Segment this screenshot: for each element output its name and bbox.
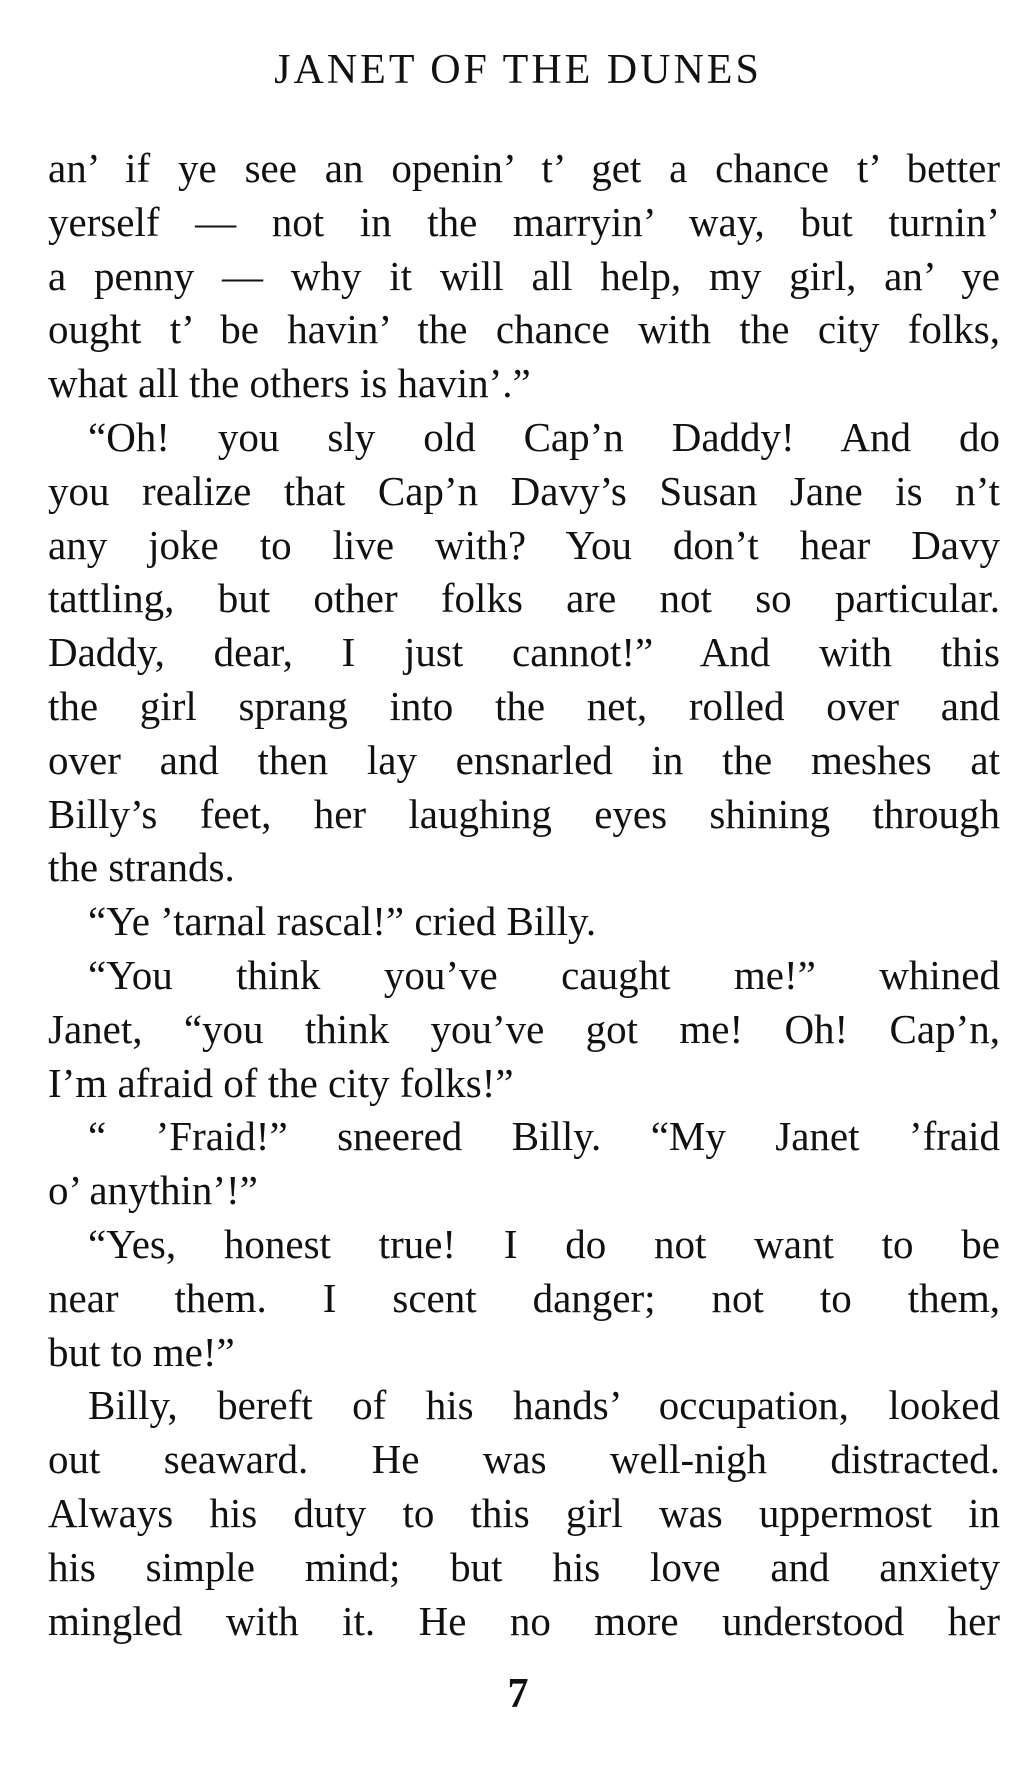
text-line: Daddy, dear, I just cannot!” And with this — [48, 629, 1000, 676]
text-line: I’m afraid of the city folks!” — [48, 1059, 514, 1106]
paragraph — [48, 895, 1000, 949]
text-line: Janet, “you think you’ve got me! Oh! Cap’n, — [48, 1005, 1000, 1052]
paragraph — [48, 949, 1000, 1110]
text-line: but to me!” — [48, 1328, 235, 1375]
text-line: a penny — why it will all help, my girl, an’ ye — [48, 252, 1000, 299]
paragraph — [48, 142, 1000, 411]
text-line: Billy’s feet, her laughing eyes shining through — [48, 790, 1000, 837]
text-line: out seaward. He was well-nigh distracted. — [48, 1436, 1000, 1483]
text-line: o’ anythin’!” — [48, 1167, 258, 1214]
text-line: his simple mind; but his love and anxiety — [48, 1543, 1000, 1590]
text-line: “Yes, honest true! I do not want to be — [88, 1220, 1000, 1267]
text-line: tattling, but other folks are not so particular. — [48, 575, 1000, 622]
text-line: the girl sprang into the net, rolled over and — [48, 682, 1000, 729]
text-line: mingled with it. He no more understood her — [48, 1597, 1000, 1644]
text-line: “ ’Fraid!” sneered Billy. “My Janet ’fraid — [88, 1113, 1000, 1160]
text-line: an’ if ye see an openin’ t’ get a chance t’ better — [48, 145, 1000, 191]
text-line: over and then lay ensnarled in the meshes at — [48, 736, 1000, 783]
paragraph — [48, 411, 1000, 895]
text-line: you realize that Cap’n Davy’s Susan Jane is n’t — [48, 467, 1000, 514]
running-head: JANET OF THE DUNES — [274, 47, 762, 93]
paragraph — [48, 1218, 1000, 1379]
text-line: what all the others is havin’.” — [48, 360, 531, 407]
text-line: Always his duty to this girl was uppermost in — [48, 1489, 1000, 1536]
text-line: yerself — not in the marryin’ way, but turnin’ — [48, 198, 1000, 245]
page-number: 7 — [507, 1671, 529, 1717]
text-line: “Ye ’tarnal rascal!” cried Billy. — [88, 898, 597, 945]
text-line: near them. I scent danger; not to them, — [48, 1274, 1000, 1321]
text-line: “Oh! you sly old Cap’n Daddy! And do — [88, 413, 1000, 460]
paragraph — [48, 1379, 1000, 1648]
text-line: ought t’ be havin’ the chance with the city folks, — [48, 306, 1000, 353]
text-line: the strands. — [48, 844, 235, 891]
text-line: any joke to live with? You don’t hear Davy — [48, 521, 1000, 568]
paragraph — [48, 1110, 1000, 1218]
text-line: Billy, bereft of his hands’ occupation, looked — [88, 1382, 1000, 1429]
text-line: “You think you’ve caught me!” whined — [88, 951, 1000, 998]
body-text — [48, 142, 1000, 1648]
